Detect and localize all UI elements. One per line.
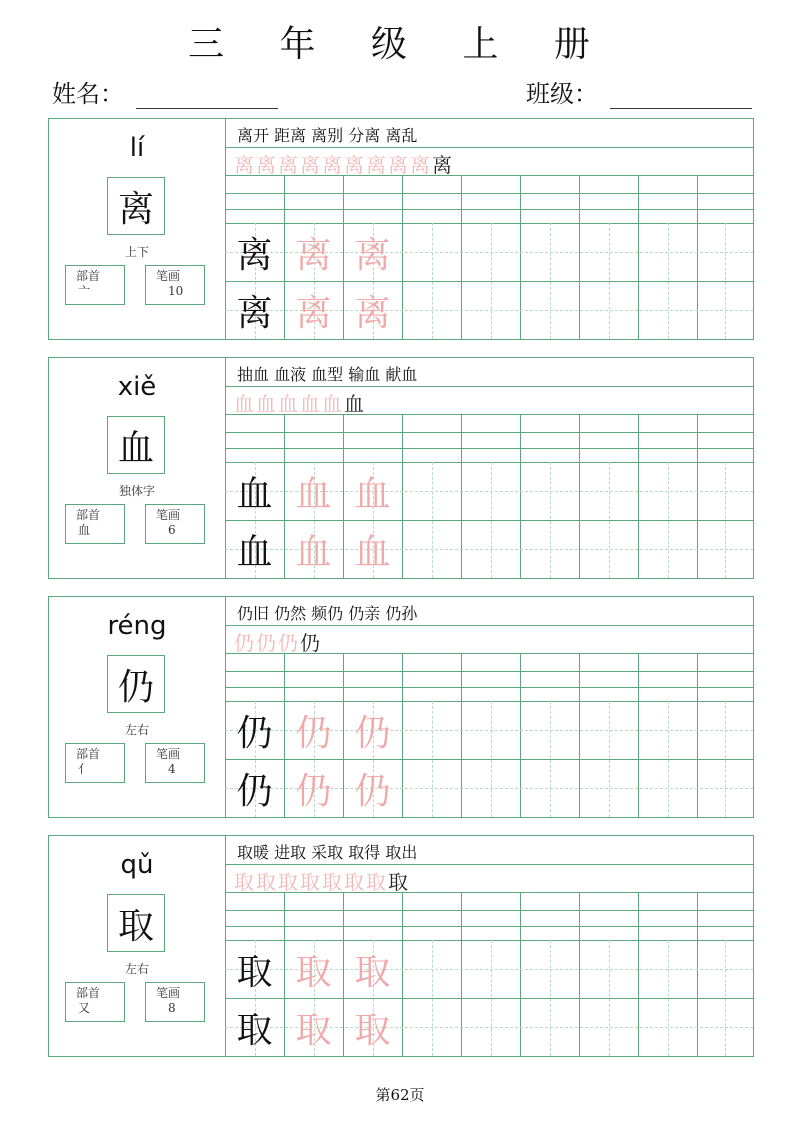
trace-char[interactable]: 离 xyxy=(295,234,332,276)
radical-label: 部首 xyxy=(76,508,101,522)
grid-line xyxy=(225,414,753,415)
stroke-step: 离 xyxy=(278,153,298,177)
pinyin: lí xyxy=(129,133,145,163)
pinyin: xiě xyxy=(117,372,157,402)
trace-char[interactable]: 血 xyxy=(354,531,391,573)
strokes-label: 笔画 xyxy=(156,269,181,283)
blank-writing-cell[interactable] xyxy=(638,281,697,339)
blank-writing-cell[interactable] xyxy=(697,281,756,339)
blank-writing-cell[interactable] xyxy=(579,701,638,759)
char-card xyxy=(48,357,754,579)
strokes-label: 笔画 xyxy=(156,986,181,1000)
stroke-step: 取 xyxy=(388,870,408,894)
class-field xyxy=(526,74,752,109)
model-char-box xyxy=(107,894,165,952)
blank-writing-cell[interactable] xyxy=(402,520,461,578)
trace-char[interactable]: 取 xyxy=(295,951,332,993)
stroke-step: 离 xyxy=(344,153,364,177)
stroke-step: 仍 xyxy=(256,631,276,655)
sample-char: 取 xyxy=(236,1009,273,1051)
grid-line xyxy=(225,817,753,818)
pinyin: réng xyxy=(107,611,167,641)
blank-writing-cell[interactable] xyxy=(579,281,638,339)
stroke-step: 血 xyxy=(344,392,364,416)
blank-writing-cell[interactable] xyxy=(520,759,579,817)
stroke-count-box xyxy=(145,743,205,783)
stroke-step: 离 xyxy=(256,153,276,177)
stroke-order-row xyxy=(233,866,409,894)
stroke-step: 血 xyxy=(322,392,342,416)
grid-line xyxy=(225,209,753,210)
model-char: 仍 xyxy=(117,666,154,708)
stroke-step: 仍 xyxy=(278,631,298,655)
stroke-step: 血 xyxy=(256,392,276,416)
radical-box xyxy=(65,265,125,305)
stroke-step: 离 xyxy=(410,153,430,177)
class-input-line[interactable] xyxy=(610,82,752,109)
blank-writing-cell[interactable] xyxy=(520,520,579,578)
blank-writing-cell[interactable] xyxy=(579,940,638,998)
sample-char: 血 xyxy=(236,473,273,515)
blank-writing-cell[interactable] xyxy=(520,281,579,339)
stroke-step: 离 xyxy=(300,153,320,177)
structure-label: 左右 xyxy=(124,962,149,976)
blank-writing-cell[interactable] xyxy=(638,998,697,1056)
trace-char[interactable]: 取 xyxy=(354,951,391,993)
trace-char[interactable]: 血 xyxy=(354,473,391,515)
grid-line xyxy=(225,432,753,433)
class-label: 班级： xyxy=(526,80,598,108)
grid-line xyxy=(225,671,753,672)
blank-writing-cell[interactable] xyxy=(579,520,638,578)
stroke-step: 血 xyxy=(300,392,320,416)
char-info-panel xyxy=(49,597,226,817)
char-info-panel xyxy=(49,119,226,339)
blank-writing-cell[interactable] xyxy=(697,998,756,1056)
radical-value: 亠 xyxy=(78,284,91,298)
model-char: 血 xyxy=(117,427,154,469)
trace-char[interactable]: 取 xyxy=(354,1009,391,1051)
stroke-step: 血 xyxy=(234,392,254,416)
structure-label: 上下 xyxy=(124,245,149,259)
practice-grid xyxy=(225,119,753,339)
grid-line xyxy=(225,175,753,176)
blank-writing-cell[interactable] xyxy=(402,759,461,817)
stroke-step: 离 xyxy=(432,153,452,177)
blank-writing-cell[interactable] xyxy=(697,759,756,817)
stroke-count-box xyxy=(145,982,205,1022)
trace-char[interactable]: 离 xyxy=(354,292,391,334)
char-card xyxy=(48,835,754,1057)
stroke-step: 取 xyxy=(278,870,298,894)
grid-line xyxy=(225,625,753,626)
stroke-step: 仍 xyxy=(234,631,254,655)
blank-writing-cell[interactable] xyxy=(520,462,579,520)
stroke-step: 取 xyxy=(344,870,364,894)
stroke-step: 血 xyxy=(278,392,298,416)
pinyin: qǔ xyxy=(120,850,154,880)
grid-line xyxy=(225,193,753,194)
name-input-line[interactable] xyxy=(136,82,278,109)
stroke-count: 10 xyxy=(168,284,184,298)
blank-writing-cell[interactable] xyxy=(402,462,461,520)
sample-char: 离 xyxy=(236,234,273,276)
sample-char: 血 xyxy=(236,531,273,573)
blank-writing-cell[interactable] xyxy=(520,701,579,759)
radical-label: 部首 xyxy=(76,986,101,1000)
page-title: 三 年 级 上 册 xyxy=(188,24,612,65)
model-char: 取 xyxy=(117,905,154,947)
grid-line xyxy=(225,687,753,688)
grid-line xyxy=(225,1056,753,1057)
blank-writing-cell[interactable] xyxy=(520,998,579,1056)
stroke-step: 仍 xyxy=(300,631,320,655)
char-info-panel xyxy=(49,836,226,1056)
sample-char: 取 xyxy=(236,951,273,993)
blank-writing-cell[interactable] xyxy=(697,223,756,281)
blank-writing-cell[interactable] xyxy=(579,759,638,817)
stroke-count: 8 xyxy=(168,1001,176,1015)
blank-writing-cell[interactable] xyxy=(461,462,520,520)
trace-char[interactable]: 离 xyxy=(295,292,332,334)
blank-writing-cell[interactable] xyxy=(461,759,520,817)
blank-writing-cell[interactable] xyxy=(402,223,461,281)
word-list: 仍旧 仍然 频仍 仍亲 仍孙 xyxy=(237,604,418,623)
name-field xyxy=(52,74,278,109)
grid-line xyxy=(225,926,753,927)
practice-grid xyxy=(225,597,753,817)
stroke-step: 离 xyxy=(322,153,342,177)
blank-writing-cell[interactable] xyxy=(697,462,756,520)
radical-label: 部首 xyxy=(76,269,101,283)
blank-writing-cell[interactable] xyxy=(638,223,697,281)
stroke-order-row xyxy=(233,627,321,655)
trace-char[interactable]: 仍 xyxy=(354,712,391,754)
radical-value: 血 xyxy=(78,523,91,537)
stroke-order-row xyxy=(233,388,365,416)
sample-char: 仍 xyxy=(236,770,273,812)
blank-writing-cell[interactable] xyxy=(520,223,579,281)
blank-writing-cell[interactable] xyxy=(697,520,756,578)
stroke-order-row xyxy=(233,149,453,177)
stroke-count-box xyxy=(145,265,205,305)
blank-writing-cell[interactable] xyxy=(402,281,461,339)
grid-line xyxy=(225,578,753,579)
radical-value: 又 xyxy=(78,1001,91,1015)
model-char-box xyxy=(107,177,165,235)
blank-writing-cell[interactable] xyxy=(579,462,638,520)
stroke-step: 离 xyxy=(388,153,408,177)
stroke-step: 离 xyxy=(366,153,386,177)
blank-writing-cell[interactable] xyxy=(461,940,520,998)
word-list: 离开 距离 离别 分离 离乱 xyxy=(237,126,418,145)
trace-char[interactable]: 仍 xyxy=(295,770,332,812)
blank-writing-cell[interactable] xyxy=(461,223,520,281)
blank-writing-cell[interactable] xyxy=(579,223,638,281)
grid-line xyxy=(225,339,753,340)
structure-label: 独体字 xyxy=(118,484,155,498)
grid-line xyxy=(225,147,753,148)
trace-char[interactable]: 仍 xyxy=(295,712,332,754)
model-char-box xyxy=(107,655,165,713)
grid-line xyxy=(225,448,753,449)
grid-line xyxy=(225,386,753,387)
stroke-step: 取 xyxy=(366,870,386,894)
blank-writing-cell[interactable] xyxy=(697,701,756,759)
blank-writing-cell[interactable] xyxy=(638,759,697,817)
sample-char: 离 xyxy=(236,292,273,334)
radical-box xyxy=(65,743,125,783)
blank-writing-cell[interactable] xyxy=(461,701,520,759)
blank-writing-cell[interactable] xyxy=(520,940,579,998)
word-list: 抽血 血液 血型 输血 献血 xyxy=(237,365,418,384)
trace-char[interactable]: 血 xyxy=(295,531,332,573)
model-char-box xyxy=(107,416,165,474)
radical-label: 部首 xyxy=(76,747,101,761)
stroke-count: 6 xyxy=(168,523,176,537)
blank-writing-cell[interactable] xyxy=(461,998,520,1056)
stroke-count: 4 xyxy=(168,762,176,776)
stroke-step: 取 xyxy=(322,870,342,894)
blank-writing-cell[interactable] xyxy=(638,701,697,759)
structure-label: 左右 xyxy=(124,723,149,737)
stroke-step: 取 xyxy=(300,870,320,894)
blank-writing-cell[interactable] xyxy=(579,998,638,1056)
trace-char[interactable]: 仍 xyxy=(354,770,391,812)
stroke-step: 取 xyxy=(256,870,276,894)
practice-grid xyxy=(225,836,753,1056)
model-char: 离 xyxy=(117,188,154,230)
blank-writing-cell[interactable] xyxy=(461,520,520,578)
stroke-count-box xyxy=(145,504,205,544)
grid-line xyxy=(225,892,753,893)
strokes-label: 笔画 xyxy=(156,747,181,761)
grid-line xyxy=(225,653,753,654)
char-card xyxy=(48,118,754,340)
radical-value: 亻 xyxy=(78,762,91,776)
grid-line xyxy=(225,910,753,911)
name-label: 姓名： xyxy=(52,80,124,108)
char-info-panel xyxy=(49,358,226,578)
radical-box xyxy=(65,504,125,544)
word-list: 取暖 进取 采取 取得 取出 xyxy=(237,843,418,862)
trace-char[interactable]: 取 xyxy=(295,1009,332,1051)
page-number: 第62页 xyxy=(375,1086,425,1104)
blank-writing-cell[interactable] xyxy=(402,940,461,998)
trace-char[interactable]: 离 xyxy=(354,234,391,276)
blank-writing-cell[interactable] xyxy=(402,701,461,759)
grid-line xyxy=(225,864,753,865)
blank-writing-cell[interactable] xyxy=(461,281,520,339)
blank-writing-cell[interactable] xyxy=(402,998,461,1056)
sample-char: 仍 xyxy=(236,712,273,754)
blank-writing-cell[interactable] xyxy=(697,940,756,998)
radical-box xyxy=(65,982,125,1022)
stroke-step: 离 xyxy=(234,153,254,177)
stroke-step: 取 xyxy=(234,870,254,894)
blank-writing-cell[interactable] xyxy=(638,520,697,578)
trace-char[interactable]: 血 xyxy=(295,473,332,515)
practice-grid xyxy=(225,358,753,578)
strokes-label: 笔画 xyxy=(156,508,181,522)
blank-writing-cell[interactable] xyxy=(638,462,697,520)
char-card xyxy=(48,596,754,818)
blank-writing-cell[interactable] xyxy=(638,940,697,998)
